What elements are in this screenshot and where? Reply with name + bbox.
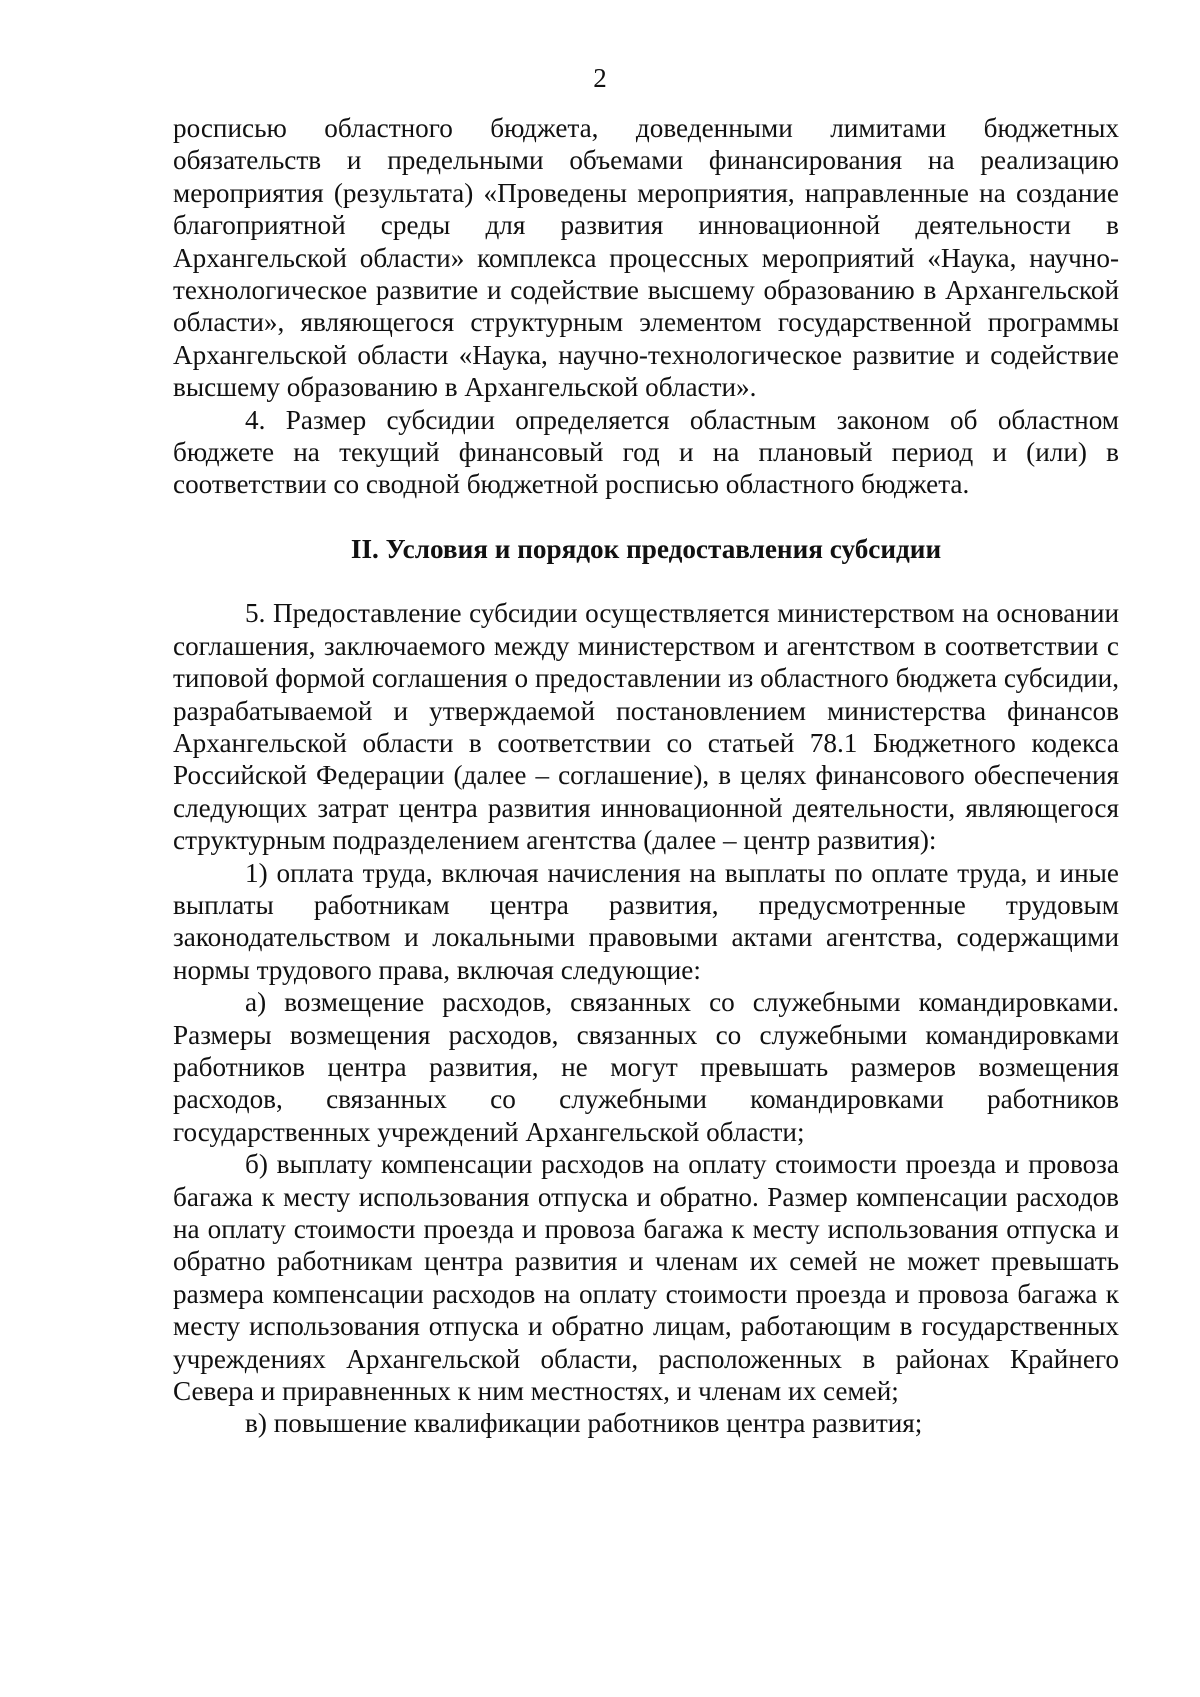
subitem-v: в) повышение квалификации работников центра развития; (245, 1408, 923, 1439)
page-number: 2 (593, 63, 607, 93)
paragraph-continuation: росписью областного бюджета, доведенными лимитами бюджетных обязательств и предельными объемами финансирования на реализацию мероприятия (результата) «Проведены мероприятия, направленные на создание благоприятной среды для развития инновационной деятельности в Архангельской области» комплекса процессных мероприятий «Наука, научно-технологическое развитие и содействие высшему образованию в Архангельской области», являющегося структурным элементом государственной программы Архангельской области «Наука, научно-технологическое развитие и содействие высшему образованию в Архангельской области». (173, 113, 1119, 403)
section-title: II. Условия и порядок предоставления субсидии (350, 533, 942, 564)
subitem-a: а) возмещение расходов, связанных со служебными командировками. Размеры возмещения расходов, связанных со служебными командировками работников центра развития, не могут превышать размеров возмещения расходов, связанных со служебными командировками работников государственных учреждений Архангельской области; (173, 987, 1119, 1147)
paragraph-item-4: 4. Размер субсидии определяется областным законом об областном бюджете на текущий финансовый год и на плановый период и (или) в соответствии со сводной бюджетной росписью областного бюджета. (173, 404, 1119, 500)
paragraph-item-5: 5. Предоставление субсидии осуществляется министерством на основании соглашения, заключаемого между министерством и агентством в соответствии с типовой формой соглашения о предоставлении из областного бюджета субсидии, разрабатываемой и утверждаемой постановлением министерства финансов Архангельской области в соответствии со статьей 78.1 Бюджетного кодекса Российской Федерации (далее – соглашение), в целях финансового обеспечения следующих затрат центра развития инновационной деятельности, являющегося структурным подразделением агентства (далее – центр развития): (173, 598, 1119, 856)
subitem-1: 1) оплата труда, включая начисления на выплаты по оплате труда, и иные выплаты работникам центра развития, предусмотренные трудовым законодательством и локальными правовыми актами агентства, содержащими нормы трудового права, включая следующие: (173, 857, 1119, 985)
document-body (173, 112, 1119, 1440)
subitem-b: б) выплату компенсации расходов на оплату стоимости проезда и провоза багажа к месту использования отпуска и обратно. Размер компенсации расходов на оплату стоимости проезда и провоза багажа к месту использования отпуска и обратно работникам центра развития и членам их семей не может превышать размера компенсации расходов на оплату стоимости проезда и провоза багажа к месту использования отпуска и обратно лицам, работающим в государственных учреждениях Архангельской области, расположенных в районах Крайнего Севера и приравненных к ним местностях, и членам их семей; (173, 1149, 1119, 1407)
